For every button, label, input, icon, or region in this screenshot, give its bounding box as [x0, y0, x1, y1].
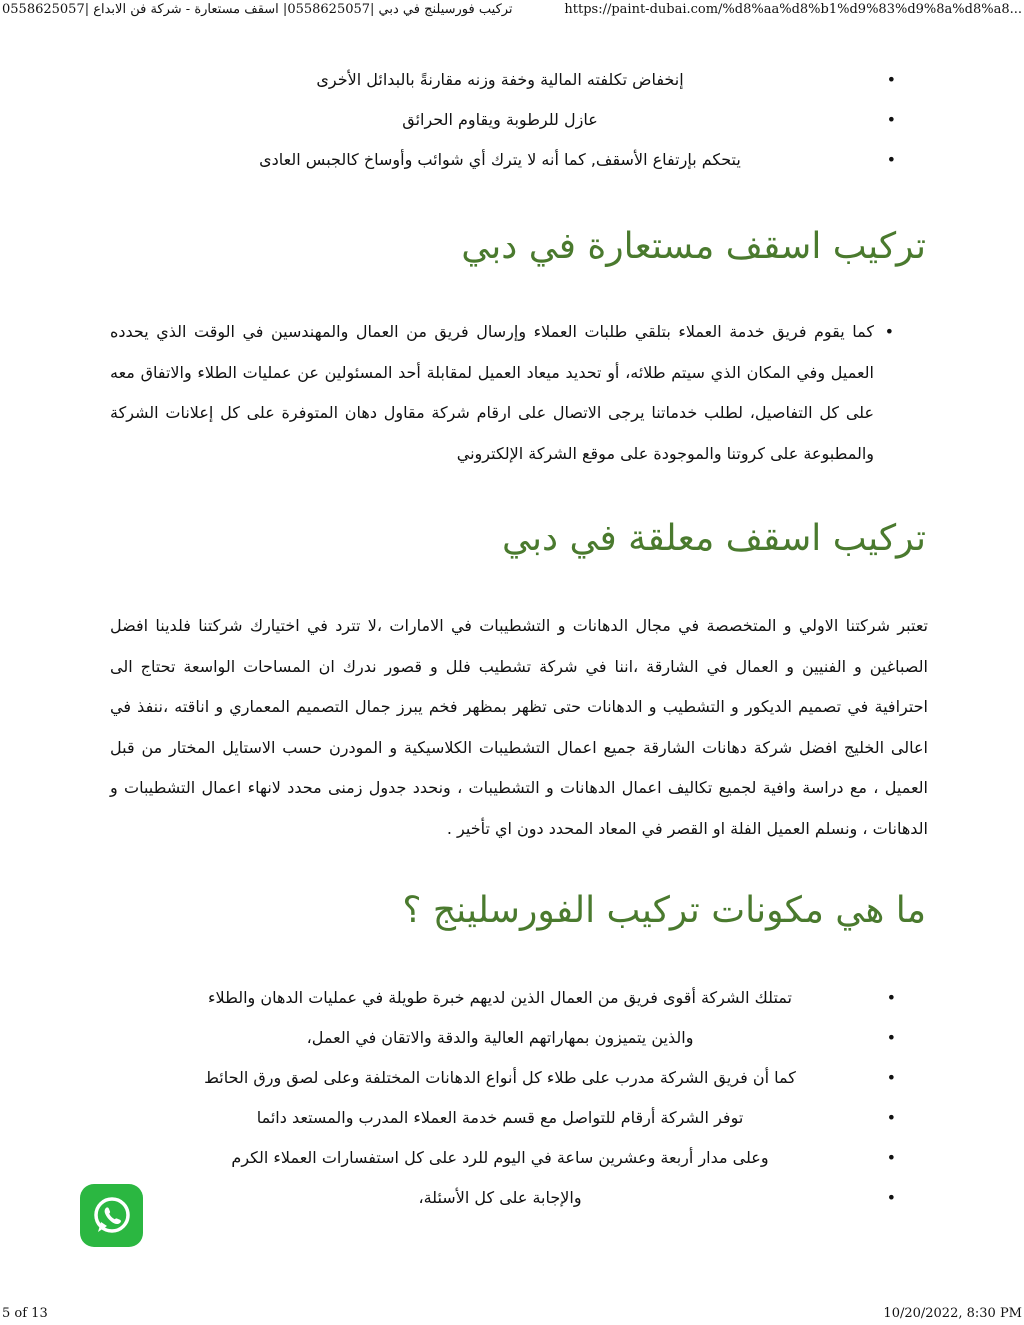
false-ceilings-list — [110, 312, 894, 474]
list-item-text: تمتلك الشركة أقوى فريق من العمال الذين لديهم خبرة طويلة في عمليات الدهان والطلاء — [208, 988, 792, 1007]
list-item-text: إنخفاض تكلفته المالية وخفة وزنه مقارنةً بالبدائل الأخرى — [316, 70, 684, 89]
bullet-icon: • — [886, 70, 896, 89]
bullet-icon: • — [886, 1148, 896, 1167]
print-footer — [0, 1306, 1024, 1325]
bullet-icon: • — [886, 1188, 896, 1207]
features-list — [100, 60, 900, 180]
whatsapp-icon — [87, 1191, 137, 1241]
list-item-text: عازل للرطوبة ويقاوم الحرائق — [402, 110, 598, 129]
components-list — [100, 978, 900, 1218]
print-header-url: https://paint-dubai.com/%d8%aa%d8%b1%d9%83%d9%8a%d8%a8... — [564, 2, 1022, 17]
list-item-text: يتحكم بإرتفاع الأسقف, كما أنه لا يترك أي شوائب وأوساخ كالجبس العادى — [259, 150, 741, 169]
list-item-text: والذين يتميزون بمهاراتهم العالية والدقة والاتقان في العمل، — [306, 1028, 694, 1047]
section-heading-components: ما هي مكونات تركيب الفورسلينج ؟ — [402, 890, 926, 931]
list-item-text: والإجابة على كل الأسئلة، — [418, 1188, 582, 1207]
print-timestamp: 10/20/2022, 8:30 PM — [883, 1306, 1022, 1321]
bullet-icon: • — [886, 988, 896, 1007]
page-number: 5 of 13 — [2, 1306, 48, 1321]
list-item-text: وعلى مدار أربعة وعشرين ساعة في اليوم للرد على كل استفسارات العملاء الكرم — [231, 1148, 769, 1167]
list-item — [100, 1058, 900, 1098]
list-item — [100, 60, 900, 100]
list-item — [100, 978, 900, 1018]
bullet-icon: • — [886, 1068, 896, 1087]
list-item — [110, 312, 894, 474]
list-item-text: كما يقوم فريق خدمة العملاء بتلقي طلبات العملاء وإرسال فريق من العمال والمهندسين في الوقت الذي يحدده العميل وفي المكان الذي سيتم طلائه، أو تحديد ميعاد العميل لمقابلة أحد المسئولين عن عمليات الطلاء والاتفاق معه على كل التفاصيل، لطلب خدماتنا يرجى الاتصال على ارقام شركة مقاول دهان المتوفرة على كل إعلانات الشركة والمطبوعة على كروتنا والموجودة على موقع الشركة الإلكتروني — [110, 322, 874, 463]
bullet-icon: • — [886, 1108, 896, 1127]
list-item — [100, 140, 900, 180]
bullet-icon: • — [886, 1028, 896, 1047]
list-item — [100, 100, 900, 140]
print-header-title: تركيب فورسيلنج في دبي |0558625057| اسقف مستعارة - شركة فن الابداع |0558625057 — [2, 2, 513, 17]
bullet-icon: • — [886, 110, 896, 129]
section-heading-false-ceilings: تركيب اسقف مستعارة في دبي — [461, 226, 926, 267]
whatsapp-button[interactable] — [80, 1184, 143, 1247]
bullet-icon: • — [886, 150, 896, 169]
section-heading-suspended-ceilings: تركيب اسقف معلقة في دبي — [501, 518, 926, 559]
list-item — [100, 1138, 900, 1178]
list-item-text: كما أن فريق الشركة مدرب على طلاء كل أنواع الدهانات المختلفة وعلى لصق ورق الحائط — [204, 1068, 796, 1087]
list-item — [100, 1018, 900, 1058]
list-item — [100, 1098, 900, 1138]
list-item-text: توفر الشركة أرقام للتواصل مع قسم خدمة العملاء المدرب والمستعد دائما — [256, 1108, 744, 1127]
bullet-icon: • — [884, 322, 894, 341]
list-item — [100, 1178, 900, 1218]
suspended-ceilings-paragraph: تعتبر شركتنا الاولي و المتخصصة في مجال الدهانات و التشطيبات في الامارات ،لا تترد في اختيارك شركتنا فلدينا افضل الصباغين و الفنيين و العمال في الشارقة ،اننا في شركة تشطيب فلل و قصور ندرك ان المساحات الواسعة تحتاج الى احترافية في تصميم الديكور و التشطيب و الدهانات حتى تظهر بمظهر فخم يبرز جمال التصميم المعماري و اناقته ،ننفذ في اعالى الخليج افضل شركة دهانات الشارقة جميع اعمال التشطيبات الكلاسيكية و المودرن حسب الاستايل المختار من قبل العميل ، مع دراسة وافية لجميع تكاليف اعمال الدهانات و التشطيبات ، ونحدد جدول زمنى محدد لانهاء اعمال التشطيبات و الدهانات ، ونسلم العميل الفلة او القصر في المعاد المحدد دون اي تأخير . — [110, 616, 928, 838]
